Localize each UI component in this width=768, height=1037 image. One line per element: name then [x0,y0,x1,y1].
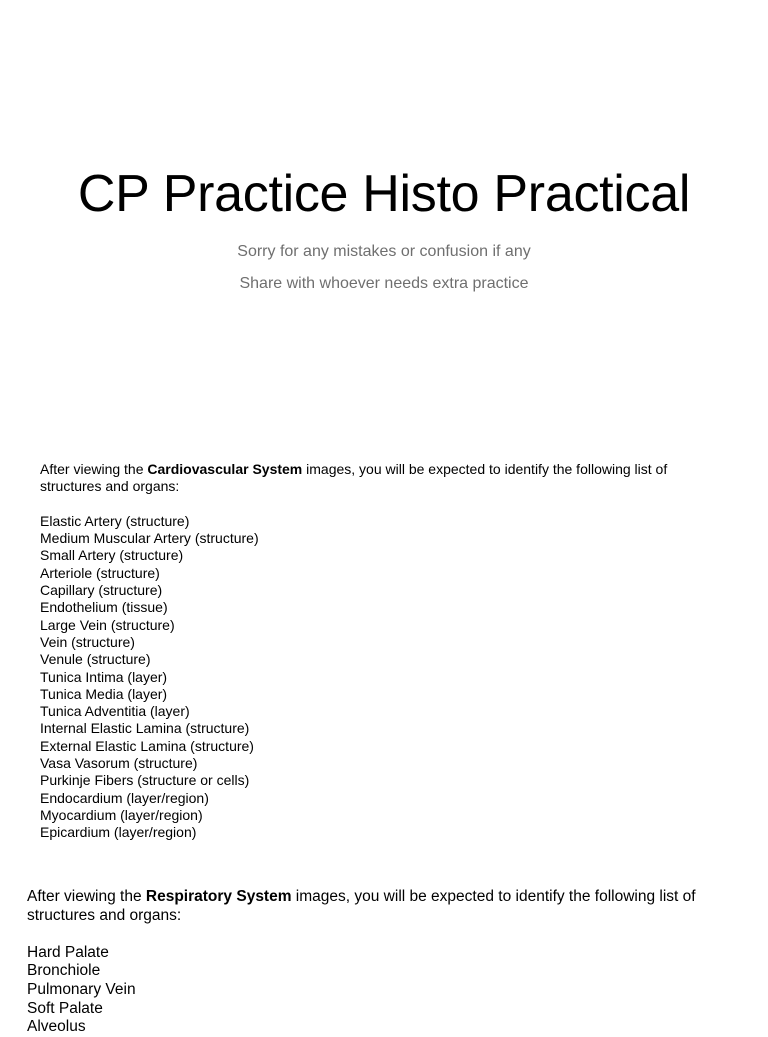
cardiovascular-intro [40,461,710,496]
apology-note: Sorry for any mistakes or confusion if any [237,243,531,260]
list-item: Tunica Adventitia (layer) [40,703,190,720]
list-item: Large Vein (structure) [40,616,175,633]
list-item: Vein (structure) [40,633,135,650]
system-name: Cardiovascular System [147,461,303,477]
list-item: Pulmonary Vein [27,980,136,998]
list-item: Purkinje Fibers (structure or cells) [40,772,250,789]
share-note: Share with whoever needs extra practice [239,275,529,292]
list-item: Small Artery (structure) [40,547,184,564]
list-item: Epicardium (layer/region) [40,824,197,841]
list-item: Myocardium (layer/region) [40,806,203,823]
intro-text-before: After viewing the [40,461,148,477]
cardiovascular-structure-list [40,513,710,842]
list-item: Vasa Vasorum (structure) [40,755,198,772]
intro-text-after: images, you will be expected to identify the following list of structures and organs: [40,461,668,495]
list-item: Medium Muscular Artery (structure) [40,530,259,547]
list-item: Endocardium (layer/region) [40,789,209,806]
list-item: Hard Palate [27,943,109,961]
intro-text-before: After viewing the [27,888,146,905]
list-item: Tunica Intima (layer) [40,668,168,685]
respiratory-section [27,888,747,1037]
list-item: Internal Elastic Lamina (structure) [40,720,250,737]
intro-text-after: images, you will be expected to identify the following list of structures and organs: [27,888,696,924]
list-item: External Elastic Lamina (structure) [40,737,254,754]
list-item: Tunica Media (layer) [40,685,168,702]
list-item: Venule (structure) [40,651,151,668]
respiratory-structure-list [27,944,747,1037]
list-item: Alveolus [27,1018,86,1036]
document-title: CP Practice Histo Practical [77,165,691,223]
list-item: Elastic Artery (structure) [40,512,190,529]
list-item: Arteriole (structure) [40,564,160,581]
list-item: Endothelium (tissue) [40,599,168,616]
list-item: Bronchiole [27,962,101,980]
list-item: Soft Palate [27,999,103,1017]
system-name: Respiratory System [145,888,292,905]
list-item: Capillary (structure) [40,582,163,599]
cardiovascular-section [40,461,710,842]
respiratory-intro [27,888,747,925]
